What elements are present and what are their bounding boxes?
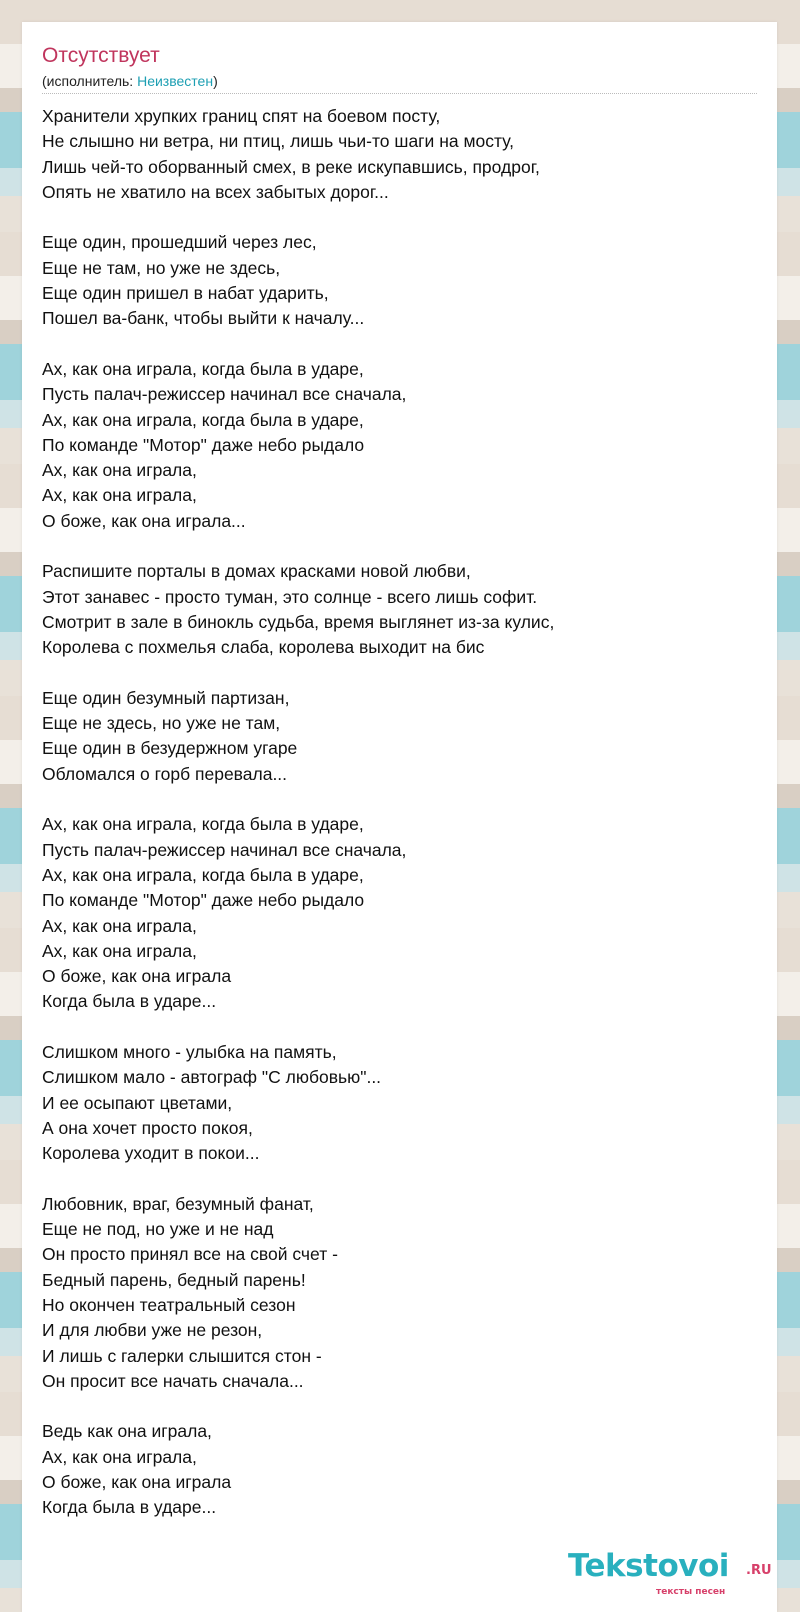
lyrics-line: По команде "Мотор" даже небо рыдало [42, 434, 365, 455]
lyrics-line: Распишите порталы в домах красками новой любви, [42, 561, 471, 582]
lyrics-line: Ах, как она играла, [42, 460, 197, 481]
lyrics-line: Когда была в ударе... [42, 1497, 217, 1518]
lyrics-line: Королева уходит в покои... [42, 1143, 260, 1164]
logo-subtitle: тексты песен [656, 1587, 726, 1597]
performer-link[interactable]: Неизвестен [137, 73, 214, 89]
lyrics-line: Пошел ва-банк, чтобы выйти к началу... [42, 308, 365, 329]
lyrics-line: Еще не под, но уже и не над [42, 1219, 274, 1240]
lyrics-line: И ее осыпают цветами, [42, 1092, 233, 1113]
lyrics-line: Любовник, враг, безумный фанат, [42, 1193, 314, 1214]
lyrics-line: Ах, как она играла, [42, 1446, 197, 1467]
lyrics-line: По команде "Мотор" даже небо рыдало [42, 890, 365, 911]
performer-prefix: (исполнитель: [42, 73, 138, 89]
lyrics-line: Когда была в ударе... [42, 991, 217, 1012]
lyrics-line: Еще один пришел в набат ударить, [42, 283, 329, 304]
lyrics-blank-line [42, 205, 742, 230]
lyrics-line: Ах, как она играла, когда была в ударе, [42, 358, 364, 379]
lyrics-blank-line [42, 1166, 742, 1191]
lyrics-line: Ах, как она играла, [42, 940, 197, 961]
lyrics-line: Этот занавес - просто туман, это солнце - всего лишь софит. [42, 586, 538, 607]
lyrics-line: Он просто принял все на свой счет - [42, 1244, 338, 1265]
site-logo[interactable] [568, 1548, 778, 1597]
lyrics-line: Ах, как она играла, [42, 485, 197, 506]
lyrics-blank-line [42, 661, 742, 686]
lyrics-line: Ах, как она играла, когда была в ударе, [42, 814, 364, 835]
lyrics-line: Еще не здесь, но уже не там, [42, 713, 281, 734]
lyrics-blank-line [42, 1015, 742, 1040]
logo-wordmark: Tekstovoi [568, 1548, 729, 1584]
lyrics-line: Не слышно ни ветра, ни птиц, лишь чьи-то шаги на мосту, [42, 131, 515, 152]
lyrics-card [22, 22, 777, 1612]
lyrics-line: Еще не там, но уже не здесь, [42, 257, 281, 278]
lyrics-line: Опять не хватило на всех забытых дорог... [42, 181, 389, 202]
performer-suffix: ) [213, 73, 218, 89]
lyrics-line: Пусть палач-режиссер начинал все сначала, [42, 384, 407, 405]
title-divider [42, 93, 757, 94]
lyrics-blank-line [42, 787, 742, 812]
lyrics-line: А она хочет просто покоя, [42, 1117, 253, 1138]
lyrics-line: О боже, как она играла [42, 1472, 232, 1493]
lyrics-line: Лишь чей-то оборванный смех, в реке искупавшись, продрог, [42, 156, 540, 177]
lyrics-line: Пусть палач-режиссер начинал все сначала, [42, 839, 407, 860]
lyrics-line: Еще один, прошедший через лес, [42, 232, 317, 253]
lyrics-line: Ах, как она играла, когда была в ударе, [42, 409, 364, 430]
lyrics-line: Бедный парень, бедный парень! [42, 1269, 306, 1290]
lyrics-text [42, 104, 742, 1521]
lyrics-line: Обломался о горб перевала... [42, 763, 288, 784]
lyrics-line: Но окончен театральный сезон [42, 1294, 296, 1315]
lyrics-line: Он просит все начать сначала... [42, 1370, 304, 1391]
performer-line [42, 73, 218, 89]
lyrics-line: О боже, как она играла... [42, 510, 246, 531]
lyrics-blank-line [42, 534, 742, 559]
song-title: Отсутствует [42, 44, 160, 67]
lyrics-line: Королева с похмелья слаба, королева выходит на бис [42, 637, 485, 658]
logo-domain: .RU [746, 1563, 772, 1578]
lyrics-line: Ведь как она играла, [42, 1421, 212, 1442]
lyrics-line: И лишь с галерки слышится стон - [42, 1345, 322, 1366]
lyrics-line: Еще один безумный партизан, [42, 687, 290, 708]
lyrics-line: И для любви уже не резон, [42, 1320, 263, 1341]
lyrics-line: О боже, как она играла [42, 966, 232, 987]
lyrics-blank-line [42, 332, 742, 357]
lyrics-line: Смотрит в зале в бинокль судьба, время выглянет из-за кулис, [42, 611, 555, 632]
lyrics-line: Хранители хрупких границ спят на боевом посту, [42, 106, 441, 126]
lyrics-line: Еще один в безудержном угаре [42, 738, 298, 759]
lyrics-line: Слишком мало - автограф "С любовью"... [42, 1067, 382, 1088]
lyrics-line: Ах, как она играла, когда была в ударе, [42, 864, 364, 885]
lyrics-blank-line [42, 1394, 742, 1419]
lyrics-line: Слишком много - улыбка на память, [42, 1041, 337, 1062]
lyrics-line: Ах, как она играла, [42, 915, 197, 936]
